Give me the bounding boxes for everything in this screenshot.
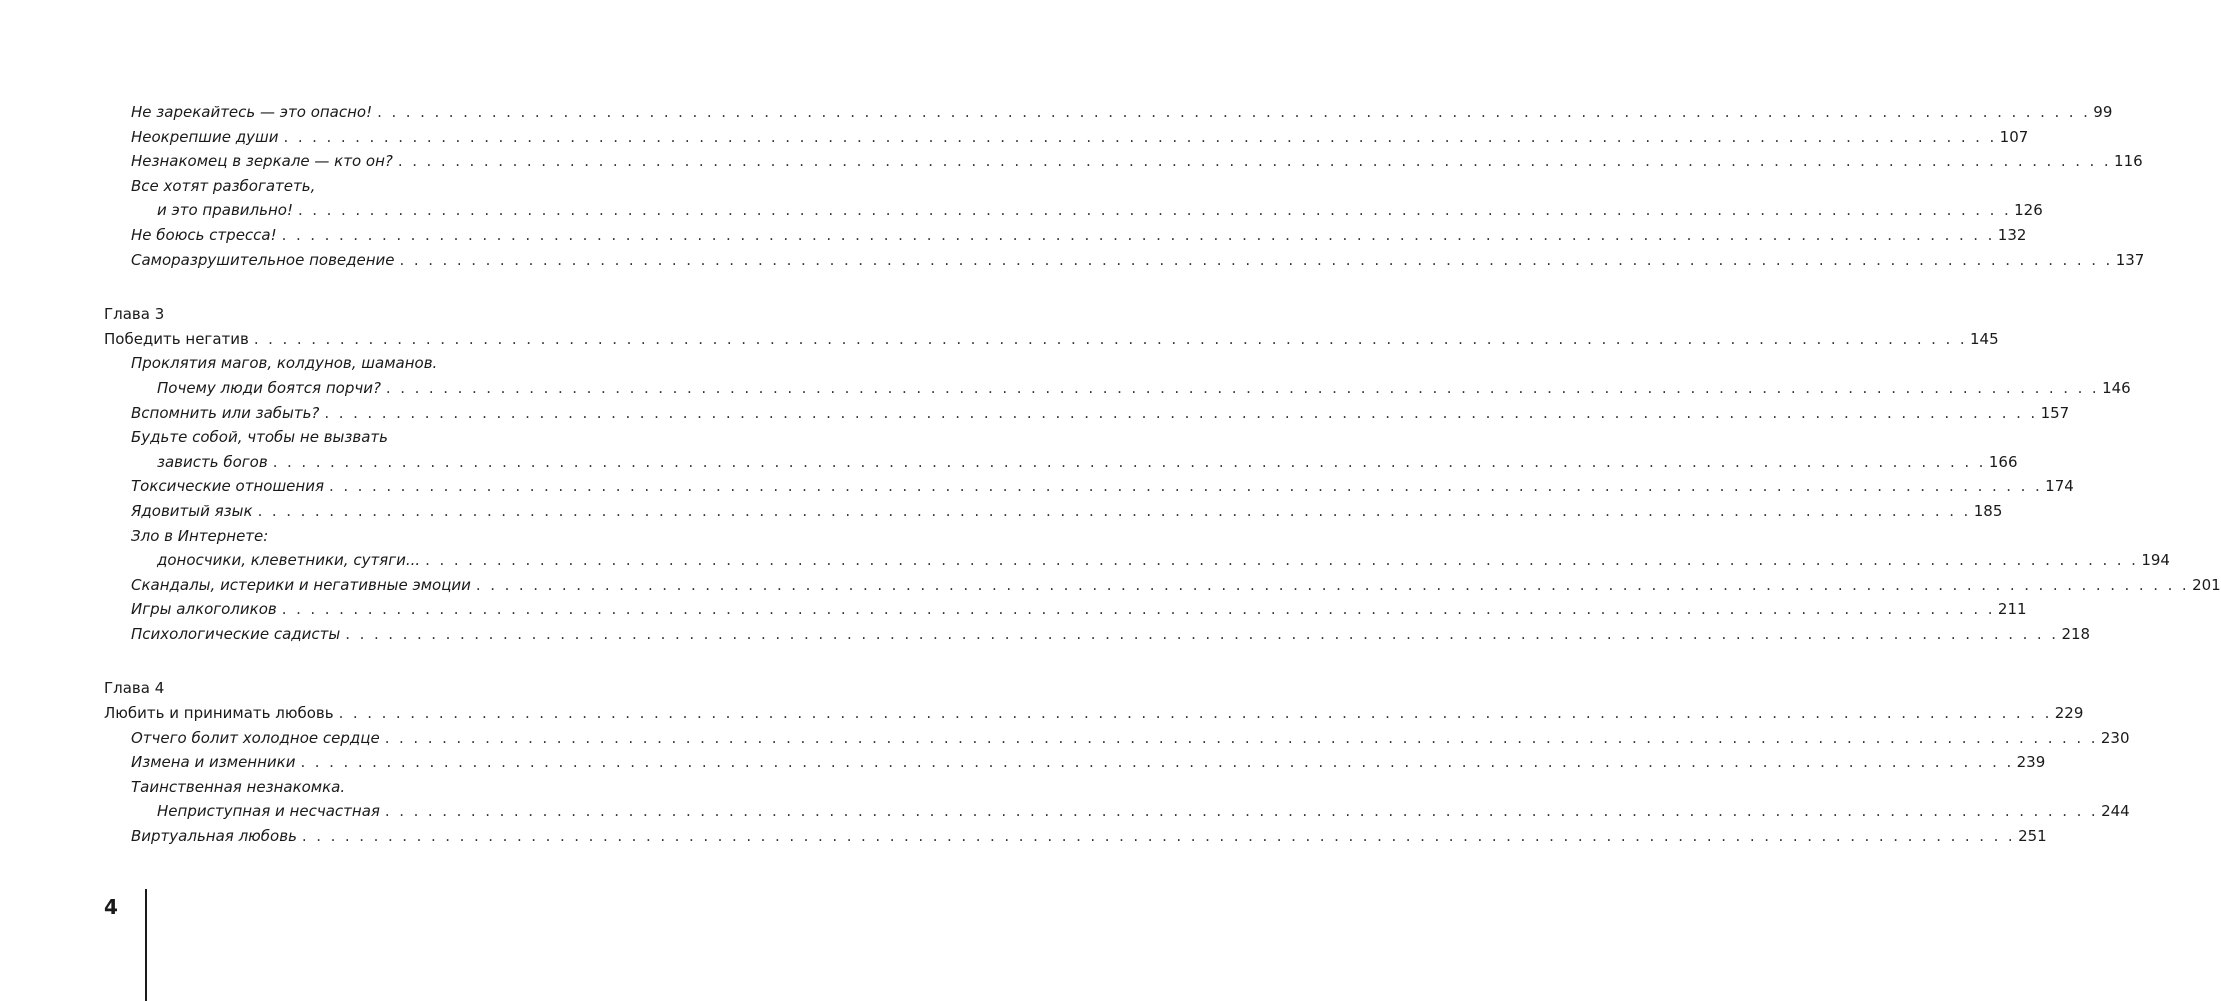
dot-leader: . . . . . . . . . . . . . . . . . . . . . . . . . . . . . . . . . . . . . . . . . . . . . . . . . . . . . . . . . . . . . . . . . . . . . . . . . . . . . . . . . . . . . . . . . . . . . . . . . . . . . . . . . . . . . . . . . . . . . . . . bbox=[324, 403, 2038, 422]
toc-entry-title: Неокрепшие души bbox=[131, 127, 279, 146]
toc-entry[interactable] bbox=[104, 597, 2027, 622]
toc-entry-title-line: Зло в Интернете: bbox=[131, 526, 269, 545]
toc-entry-title: Игры алкоголиков bbox=[131, 600, 277, 619]
toc-entry-title: Не зарекайтесь — это опасно! bbox=[131, 103, 373, 121]
toc-entry-title: Неприступная и несчастная bbox=[157, 802, 380, 821]
dot-leader: . . . . . . . . . . . . . . . . . . . . . . . . . . . . . . . . . . . . . . . . . . . . . . . . . . . . . . . . . . . . . . . . . . . . . . . . . . . . . . . . . . . . . . . . . . . . . . . . . . . . . . . . . . . . . . . . . . . . . . . . bbox=[253, 329, 1968, 348]
toc-page-number: 132 bbox=[1997, 225, 2027, 244]
toc-entry-title: Психологические садисты bbox=[131, 624, 341, 643]
dot-leader: . . . . . . . . . . . . . . . . . . . . . . . . . . . . . . . . . . . . . . . . . . . . . . . . . . . . . . . . . . . . . . . . . . . . . . . . . . . . . . . . . . . . . . . . . . . . . . . . . . . . . . . . . . . . . . . . . . . . . . . . bbox=[283, 127, 1997, 146]
toc-page-number: 185 bbox=[1973, 501, 2003, 520]
toc-entry-title: Почему люди боятся порчи? bbox=[157, 378, 381, 397]
toc-page-number: 145 bbox=[1970, 329, 1999, 348]
dot-leader: . . . . . . . . . . . . . . . . . . . . . . . . . . . . . . . . . . . . . . . . . . . . . . . . . . . . . . . . . . . . . . . . . . . . . . . . . . . . . . . . . . . . . . . . . . . . . . . . . . . . . . . . . . . . . . . . . . . . . . . . bbox=[399, 250, 2113, 269]
toc-entry[interactable] bbox=[104, 401, 2070, 426]
toc-page-number: 251 bbox=[2018, 827, 2047, 846]
toc-entry[interactable] bbox=[104, 573, 2221, 598]
dot-leader: . . . . . . . . . . . . . . . . . . . . . . . . . . . . . . . . . . . . . . . . . . . . . . . . . . . . . . . . . . . . . . . . . . . . . . . . . . . . . . . . . . . . . . . . . . . . . . . . . . . . . . . . . . . . . . . . . . . . . . . . bbox=[338, 704, 2052, 723]
toc-entry[interactable] bbox=[104, 149, 2143, 174]
dot-leader: . . . . . . . . . . . . . . . . . . . . . . . . . . . . . . . . . . . . . . . . . . . . . . . . . . . . . . . . . . . . . . . . . . . . . . . . . . . . . . . . . . . . . . . . . . . . . . . . . . . . . . . . . . . . . . . . . . . . . . . . bbox=[257, 501, 1971, 520]
toc-page-number: 146 bbox=[2102, 378, 2131, 397]
toc-entry-title: Скандалы, истерики и негативные эмоции bbox=[131, 575, 471, 594]
toc-entry[interactable] bbox=[104, 474, 2074, 499]
dot-leader: . . . . . . . . . . . . . . . . . . . . . . . . . . . . . . . . . . . . . . . . . . . . . . . . . . . . . . . . . . . . . . . . . . . . . . . . . . . . . . . . . . . . . . . . . . . . . . . . . . . . . . . . . . . . . . . . . . . . . . . . bbox=[281, 600, 1995, 619]
toc-entry-title-line: Все хотят разбогатеть, bbox=[131, 176, 316, 195]
toc-entry-title: Отчего болит холодное сердце bbox=[131, 728, 380, 747]
dot-leader: . . . . . . . . . . . . . . . . . . . . . . . . . . . . . . . . . . . . . . . . . . . . . . . . . . . . . . . . . . . . . . . . . . . . . . . . . . . . . . . . . . . . . . . . . . . . . . . . . . . . . . . . . . . . . . . . . . . . . . . . bbox=[384, 802, 2099, 821]
dot-leader: . . . . . . . . . . . . . . . . . . . . . . . . . . . . . . . . . . . . . . . . . . . . . . . . . . . . . . . . . . . . . . . . . . . . . . . . . . . . . . . . . . . . . . . . . . . . . . . . . . . . . . . . . . . . . . . . . . . . . . . . bbox=[345, 624, 2059, 643]
dot-leader: . . . . . . . . . . . . . . . . . . . . . . . . . . . . . . . . . . . . . . . . . . . . . . . . . . . . . . . . . . . . . . . . . . . . . . . . . . . . . . . . . . . . . . . . . . . . . . . . . . . . . . . . . . . . . . . . . . . . . . . . bbox=[297, 201, 2012, 220]
toc-entry-title-line: Проклятия магов, колдунов, шаманов. bbox=[131, 354, 438, 373]
toc-entry[interactable] bbox=[104, 799, 2130, 824]
dot-leader: . . . . . . . . . . . . . . . . . . . . . . . . . . . . . . . . . . . . . . . . . . . . . . . . . . . . . . . . . . . . . . . . . . . . . . . . . . . . . . . . . . . . . . . . . . . . . . . . . . . . . . . . . . . . . . . . . . . . . . . . bbox=[475, 575, 2190, 594]
dot-leader: . . . . . . . . . . . . . . . . . . . . . . . . . . . . . . . . . . . . . . . . . . . . . . . . . . . . . . . . . . . . . . . . . . . . . . . . . . . . . . . . . . . . . . . . . . . . . . . . . . . . . . . . . . . . . . . . . . . . . . . . bbox=[384, 728, 2098, 747]
toc-entry[interactable] bbox=[104, 125, 2029, 150]
toc-entry[interactable] bbox=[104, 100, 2113, 125]
toc-page-number: 194 bbox=[2141, 551, 2170, 570]
toc-section bbox=[104, 676, 2130, 848]
toc-page-number: 230 bbox=[2100, 728, 2130, 747]
toc-entry[interactable] bbox=[104, 750, 2046, 775]
table-of-contents bbox=[104, 100, 2221, 849]
toc-entry-title: Победить негатив bbox=[104, 329, 249, 348]
toc-page-number: 99 bbox=[2093, 103, 2113, 121]
toc-page-number: 201 bbox=[2192, 575, 2221, 594]
toc-section bbox=[104, 302, 2221, 646]
page-number: 4 bbox=[104, 895, 118, 919]
toc-page-number: 239 bbox=[2016, 753, 2046, 772]
toc-entry[interactable] bbox=[104, 376, 2131, 401]
toc-entry-title: Ядовитый язык bbox=[131, 501, 253, 520]
toc-page-number: 137 bbox=[2115, 250, 2145, 269]
toc-entry[interactable] bbox=[104, 450, 2018, 475]
toc-page-number: 174 bbox=[2045, 477, 2074, 496]
toc-page-number: 107 bbox=[1999, 127, 2029, 146]
toc-page-number: 166 bbox=[1988, 452, 2018, 471]
dot-leader: . . . . . . . . . . . . . . . . . . . . . . . . . . . . . . . . . . . . . . . . . . . . . . . . . . . . . . . . . . . . . . . . . . . . . . . . . . . . . . . . . . . . . . . . . . . . . . . . . . . . . . . . . . . . . . . . . . . . . . . . bbox=[272, 452, 1986, 471]
dot-leader: . . . . . . . . . . . . . . . . . . . . . . . . . . . . . . . . . . . . . . . . . . . . . . . . . . . . . . . . . . . . . . . . . . . . . . . . . . . . . . . . . . . . . . . . . . . . . . . . . . . . . . . . . . . . . . . . . . . . . . . . bbox=[397, 152, 2112, 171]
toc-entry-title: Измена и изменники bbox=[131, 753, 296, 772]
toc-entry[interactable] bbox=[104, 548, 2170, 573]
toc-entry-title: Виртуальная любовь bbox=[131, 827, 297, 846]
dot-leader: . . . . . . . . . . . . . . . . . . . . . . . . . . . . . . . . . . . . . . . . . . . . . . . . . . . . . . . . . . . . . . . . . . . . . . . . . . . . . . . . . . . . . . . . . . . . . . . . . . . . . . . . . . . . . . . . . . . . . . . . bbox=[425, 551, 2139, 570]
toc-entry[interactable] bbox=[104, 198, 2043, 223]
toc-page-number: 126 bbox=[2014, 201, 2043, 220]
toc-entry[interactable] bbox=[104, 622, 2091, 647]
toc-entry-title: Вспомнить или забыть? bbox=[131, 403, 320, 422]
toc-page-number: 218 bbox=[2061, 624, 2091, 643]
dot-leader: . . . . . . . . . . . . . . . . . . . . . . . . . . . . . . . . . . . . . . . . . . . . . . . . . . . . . . . . . . . . . . . . . . . . . . . . . . . . . . . . . . . . . . . . . . . . . . . . . . . . . . . . . . . . . . . . . . . . . . . . bbox=[301, 827, 2016, 846]
chapter-label: Глава 3 bbox=[104, 305, 165, 324]
toc-page-number: 116 bbox=[2114, 152, 2143, 171]
toc-entry-title: зависть богов bbox=[157, 452, 268, 471]
toc-page-number: 244 bbox=[2101, 802, 2130, 821]
toc-entry-title: Любить и принимать любовь bbox=[104, 704, 334, 723]
toc-entry-title: Незнакомец в зеркале — кто он? bbox=[131, 152, 393, 171]
toc-entry-title: доносчики, клеветники, сутяги... bbox=[157, 551, 421, 570]
toc-entry[interactable] bbox=[104, 824, 2047, 849]
toc-entry-title: Токсические отношения bbox=[131, 477, 324, 496]
toc-section bbox=[104, 100, 2145, 272]
toc-entry-title: Не боюсь стресса! bbox=[131, 225, 277, 244]
toc-chapter-title[interactable] bbox=[104, 701, 2084, 726]
toc-entry[interactable] bbox=[104, 248, 2145, 273]
toc-entry[interactable] bbox=[104, 223, 2027, 248]
toc-entry-title: Саморазрушительное поведение bbox=[131, 250, 395, 269]
dot-leader: . . . . . . . . . . . . . . . . . . . . . . . . . . . . . . . . . . . . . . . . . . . . . . . . . . . . . . . . . . . . . . . . . . . . . . . . . . . . . . . . . . . . . . . . . . . . . . . . . . . . . . . . . . . . . . . . . . . . . . . . bbox=[328, 477, 2043, 496]
toc-entry[interactable] bbox=[104, 499, 2003, 524]
folio-rule bbox=[145, 889, 147, 1001]
toc-page-number: 211 bbox=[1997, 600, 2027, 619]
toc-page-number: 229 bbox=[2054, 704, 2084, 723]
toc-page-number: 157 bbox=[2040, 403, 2070, 422]
chapter-label: Глава 4 bbox=[104, 679, 165, 698]
dot-leader: . . . . . . . . . . . . . . . . . . . . . . . . . . . . . . . . . . . . . . . . . . . . . . . . . . . . . . . . . . . . . . . . . . . . . . . . . . . . . . . . . . . . . . . . . . . . . . . . . . . . . . . . . . . . . . . . . . . . . . . . bbox=[281, 225, 1995, 244]
toc-entry-title: и это правильно! bbox=[157, 201, 293, 220]
toc-chapter-title[interactable] bbox=[104, 327, 1999, 352]
dot-leader: . . . . . . . . . . . . . . . . . . . . . . . . . . . . . . . . . . . . . . . . . . . . . . . . . . . . . . . . . . . . . . . . . . . . . . . . . . . . . . . . . . . . . . . . . . . . . . . . . . . . . . . . . . . . . . . . . . . . . . . . bbox=[385, 378, 2100, 397]
toc-entry-title-line: Будьте собой, чтобы не вызвать bbox=[131, 428, 388, 447]
dot-leader: . . . . . . . . . . . . . . . . . . . . . . . . . . . . . . . . . . . . . . . . . . . . . . . . . . . . . . . . . . . . . . . . . . . . . . . . . . . . . . . . . . . . . . . . . . . . . . . . . . . . . . . . . . . . . . . . . . . . . . . . bbox=[377, 103, 2091, 121]
toc-entry-title-line: Таинственная незнакомка. bbox=[131, 777, 346, 796]
dot-leader: . . . . . . . . . . . . . . . . . . . . . . . . . . . . . . . . . . . . . . . . . . . . . . . . . . . . . . . . . . . . . . . . . . . . . . . . . . . . . . . . . . . . . . . . . . . . . . . . . . . . . . . . . . . . . . . . . . . . . . . . bbox=[300, 753, 2014, 772]
toc-entry[interactable] bbox=[104, 726, 2130, 751]
